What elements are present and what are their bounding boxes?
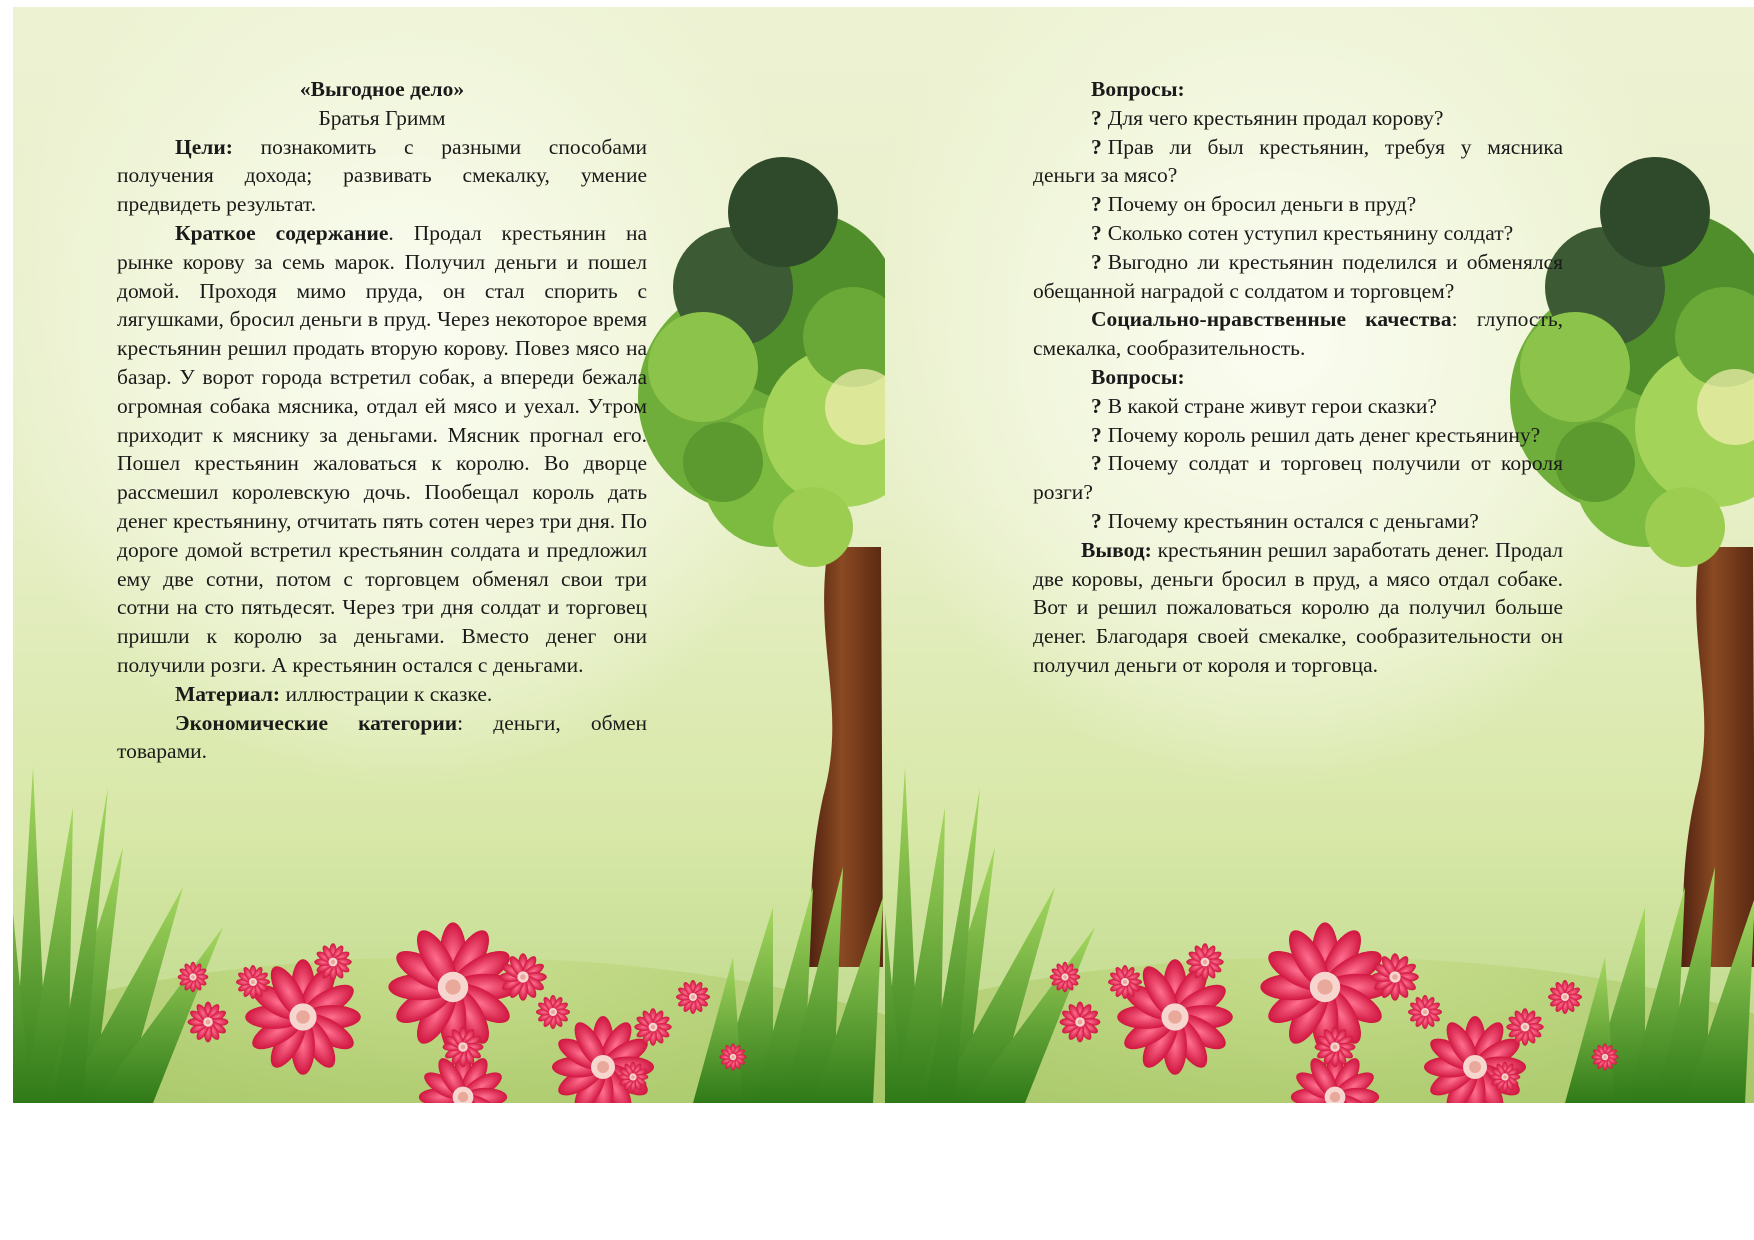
- question-item: ? Почему солдат и торговец получили от короля розги?: [1033, 451, 1563, 505]
- question-item: ? Почему крестьянин остался с деньгами?: [1091, 508, 1479, 533]
- right-page: [885, 7, 1754, 1103]
- goals-label: Цели:: [175, 134, 233, 159]
- right-page-text: [1033, 75, 1563, 680]
- questions1-heading: Вопросы:: [1091, 77, 1185, 101]
- story-title: «Выгодное дело»: [299, 77, 465, 101]
- left-page-text: [117, 75, 647, 766]
- questions2-heading: Вопросы:: [1091, 364, 1185, 389]
- question-mark-icon: ?: [1091, 451, 1102, 476]
- question-item: ? Выгодно ли крестьянин поделился и обменялся обещанной наградой с солдатом и торговцем?: [1033, 249, 1563, 303]
- econ-paragraph: [117, 709, 647, 767]
- question-item: ? Сколько сотен уступил крестьянину солдат?: [1091, 220, 1514, 245]
- material-paragraph: [117, 680, 647, 709]
- question-item: ? Прав ли был крестьянин, требуя у мясника деньги за мясо?: [1033, 134, 1563, 188]
- qualities-paragraph: [1033, 305, 1563, 363]
- qualities-text: : глупость, смекалка, сообразительность.: [1033, 307, 1563, 361]
- goals-text: познакомить с разными способами получения дохода; развивать смекалку, умение предвидеть результат.: [117, 134, 647, 217]
- econ-label: Экономические категории: [175, 710, 458, 735]
- question-mark-icon: ?: [1091, 192, 1102, 217]
- goals-paragraph: [117, 133, 647, 219]
- question-mark-icon: ?: [1091, 249, 1102, 274]
- question-item: ? Почему король решил дать денег крестьянину?: [1091, 422, 1541, 447]
- question-item: ? Почему он бросил деньги в пруд?: [1091, 192, 1417, 217]
- econ-text: : деньги, обмен товарами.: [117, 710, 647, 764]
- material-label: Материал:: [175, 681, 281, 706]
- summary-text: . Продал крестьянин на рынке корову за семь марок. Получил деньги и пошел домой. Проходя мимо пруда, он стал спорить с лягушками, бросил деньги в пруд. Через некоторое время крестьянин решил продать вторую корову. Повез мясо на базар. У ворот города встретил собак, а впереди бежала огромная собака мясника, отдал ей мясо и уехал. Утром приходит к мяснику за деньгами. Мясник прогнал его. Пошел крестьянин жаловаться к королю. Во дворце рассмешил королевскую дочь. Пообещал король дать денег крестьянину, отчитать пять сотен через три дня. По дороге домой встретил крестьянин солдата и предложил ему две сотни, потом с торговцем обменял свои три сотни на сто пятьдесят. Через три дня солдат и торговец пришли к королю за деньгами. Вместо денег они получили розги. А крестьянин остался с деньгами.: [117, 220, 647, 677]
- material-text: иллюстрации к сказке.: [280, 681, 493, 706]
- question-mark-icon: ?: [1091, 508, 1102, 533]
- summary-label: Краткое содержание: [175, 220, 389, 245]
- question-mark-icon: ?: [1091, 220, 1102, 245]
- conclusion-label: Вывод:: [1081, 537, 1152, 562]
- question-mark-icon: ?: [1091, 134, 1102, 159]
- question-mark-icon: ?: [1091, 393, 1102, 418]
- left-page: [13, 7, 885, 1103]
- conclusion-text: крестьянин решил заработать денег. Продал две коровы, деньги бросил в пруд, а мясо отдал собаке. Вот и решил пожаловаться королю да получил больше денег. Благодаря своей смекалке, сообразительности он получил деньги от короля и торговца.: [1033, 537, 1563, 677]
- question-mark-icon: ?: [1091, 422, 1102, 447]
- story-author: Братья Гримм: [318, 105, 446, 130]
- qualities-label: Социально-нравственные качества: [1091, 307, 1452, 332]
- question-item: ? Для чего крестьянин продал корову?: [1091, 105, 1444, 130]
- question-item: ? В какой стране живут герои сказки?: [1091, 393, 1437, 418]
- question-mark-icon: ?: [1091, 105, 1102, 130]
- summary-paragraph: [117, 219, 647, 680]
- conclusion-paragraph: [1033, 536, 1563, 680]
